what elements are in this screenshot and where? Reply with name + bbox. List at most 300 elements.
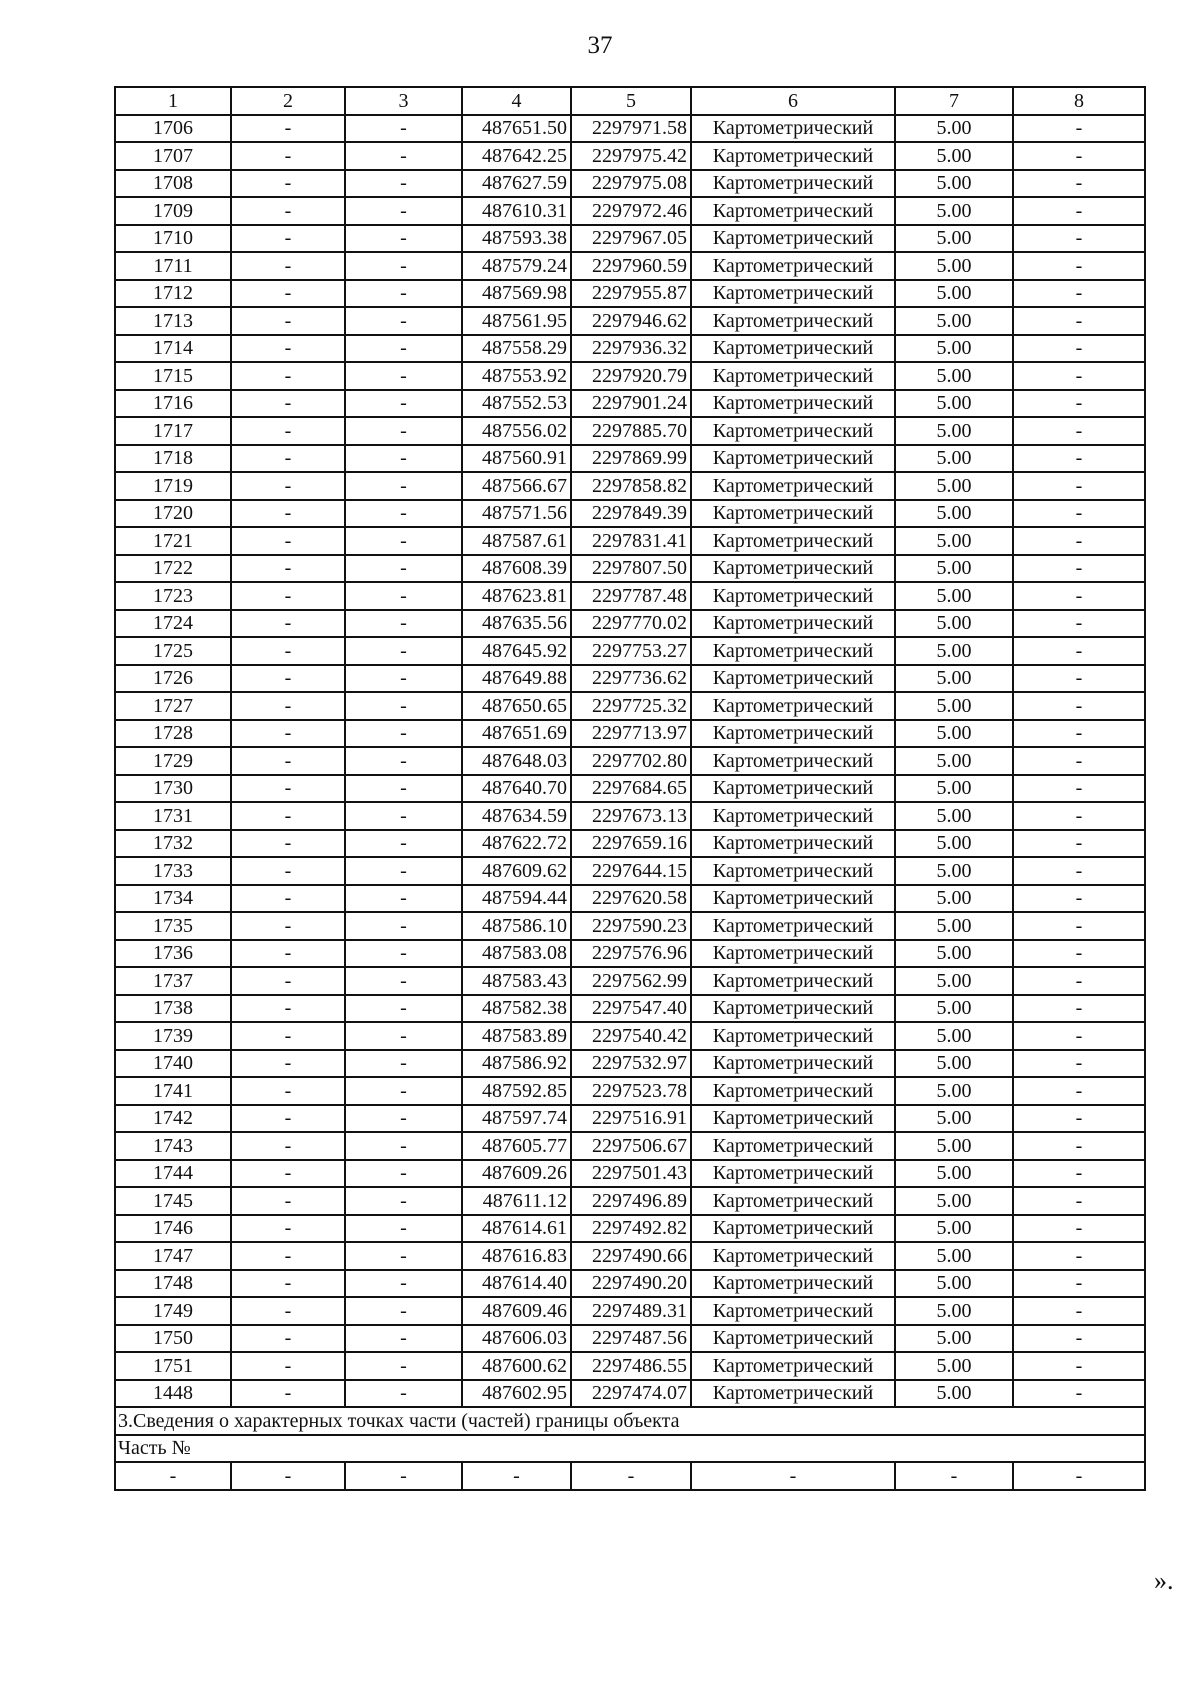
table-cell: 5.00 — [895, 665, 1013, 693]
table-cell: - — [231, 307, 345, 335]
table-cell: 2297807.50 — [571, 555, 691, 583]
table-cell: Картометрический — [691, 335, 895, 363]
table-cell: - — [345, 967, 462, 995]
table-cell: - — [345, 225, 462, 253]
table-cell: 487560.91 — [462, 445, 571, 473]
table-cell: 5.00 — [895, 527, 1013, 555]
table-cell: - — [345, 692, 462, 720]
table-cell: 1710 — [115, 225, 231, 253]
table-cell: 2297506.67 — [571, 1132, 691, 1160]
table-cell: - — [1013, 720, 1145, 748]
table-cell: - — [345, 1297, 462, 1325]
table-cell: - — [1013, 280, 1145, 308]
table-cell: - — [345, 1050, 462, 1078]
table-cell: Картометрический — [691, 912, 895, 940]
table-cell: 487597.74 — [462, 1105, 571, 1133]
part-label-row — [115, 1435, 1145, 1463]
table-row — [115, 1325, 1145, 1353]
table-cell: - — [1013, 1187, 1145, 1215]
table-cell: - — [1013, 115, 1145, 143]
table-cell: 487649.88 — [462, 665, 571, 693]
table-row — [115, 885, 1145, 913]
table-cell: 5.00 — [895, 335, 1013, 363]
coordinates-table-container — [114, 86, 1144, 1491]
table-cell: 5.00 — [895, 555, 1013, 583]
table-cell: Картометрический — [691, 115, 895, 143]
table-cell: - — [231, 335, 345, 363]
column-header: 1 — [115, 87, 231, 115]
table-cell: Картометрический — [691, 692, 895, 720]
table-cell: 5.00 — [895, 252, 1013, 280]
table-cell: Картометрический — [691, 527, 895, 555]
table-cell: 1713 — [115, 307, 231, 335]
table-cell: 1712 — [115, 280, 231, 308]
table-cell: - — [1013, 555, 1145, 583]
table-cell: - — [1013, 417, 1145, 445]
table-cell: - — [1013, 1105, 1145, 1133]
table-cell: - — [345, 775, 462, 803]
table-cell: - — [231, 830, 345, 858]
table-row — [115, 1215, 1145, 1243]
table-cell: - — [1013, 472, 1145, 500]
table-cell: 487566.67 — [462, 472, 571, 500]
table-cell: 487600.62 — [462, 1352, 571, 1380]
table-cell: - — [231, 417, 345, 445]
table-cell: - — [345, 1132, 462, 1160]
table-cell: Картометрический — [691, 582, 895, 610]
table-row — [115, 775, 1145, 803]
table-cell: 1727 — [115, 692, 231, 720]
table-cell: - — [231, 500, 345, 528]
table-cell: - — [1013, 995, 1145, 1023]
table-cell: - — [231, 252, 345, 280]
table-row — [115, 692, 1145, 720]
table-cell: Картометрический — [691, 1242, 895, 1270]
table-row — [115, 1187, 1145, 1215]
table-cell: 5.00 — [895, 307, 1013, 335]
table-cell: - — [345, 1187, 462, 1215]
table-cell: 1711 — [115, 252, 231, 280]
table-row — [115, 1050, 1145, 1078]
table-cell: 5.00 — [895, 1242, 1013, 1270]
table-cell: - — [345, 1077, 462, 1105]
table-cell: - — [345, 747, 462, 775]
table-row — [115, 252, 1145, 280]
table-row — [115, 665, 1145, 693]
column-header: 4 — [462, 87, 571, 115]
table-cell: 487561.95 — [462, 307, 571, 335]
table-cell: 1743 — [115, 1132, 231, 1160]
table-cell: 2297869.99 — [571, 445, 691, 473]
table-row — [115, 115, 1145, 143]
table-cell: 487623.81 — [462, 582, 571, 610]
table-cell: - — [231, 115, 345, 143]
table-cell: 1732 — [115, 830, 231, 858]
table-cell: - — [345, 857, 462, 885]
table-row — [115, 1105, 1145, 1133]
table-row — [115, 802, 1145, 830]
table-cell: - — [345, 940, 462, 968]
table-cell: 2297885.70 — [571, 417, 691, 445]
table-cell: Картометрический — [691, 940, 895, 968]
table-cell: 5.00 — [895, 637, 1013, 665]
table-cell: 487558.29 — [462, 335, 571, 363]
table-row — [115, 1297, 1145, 1325]
table-row — [115, 170, 1145, 198]
table-cell: - — [345, 307, 462, 335]
table-cell: 1726 — [115, 665, 231, 693]
table-row — [115, 1132, 1145, 1160]
table-cell: 5.00 — [895, 1105, 1013, 1133]
table-cell: 2297702.80 — [571, 747, 691, 775]
table-cell: - — [345, 335, 462, 363]
table-cell: 1728 — [115, 720, 231, 748]
table-cell: 487594.44 — [462, 885, 571, 913]
table-cell: - — [231, 637, 345, 665]
table-cell: - — [231, 1022, 345, 1050]
table-cell: - — [231, 280, 345, 308]
table-cell: - — [1013, 637, 1145, 665]
table-cell: Картометрический — [691, 610, 895, 638]
table-cell: 487602.95 — [462, 1380, 571, 1408]
table-cell: 2297901.24 — [571, 390, 691, 418]
table-cell: 1737 — [115, 967, 231, 995]
table-cell: 1750 — [115, 1325, 231, 1353]
table-row — [115, 1242, 1145, 1270]
column-header: 5 — [571, 87, 691, 115]
table-cell: - — [345, 665, 462, 693]
table-cell: 5.00 — [895, 1160, 1013, 1188]
table-cell: 5.00 — [895, 1050, 1013, 1078]
empty-cell: - — [691, 1462, 895, 1490]
table-cell: - — [231, 665, 345, 693]
table-cell: 487645.92 — [462, 637, 571, 665]
table-cell: 5.00 — [895, 1215, 1013, 1243]
table-cell: 1740 — [115, 1050, 231, 1078]
section-title-row — [115, 1407, 1145, 1435]
table-cell: 2297659.16 — [571, 830, 691, 858]
table-cell: 2297967.05 — [571, 225, 691, 253]
table-cell: Картометрический — [691, 307, 895, 335]
table-cell: - — [345, 555, 462, 583]
table-cell: 2297540.42 — [571, 1022, 691, 1050]
table-cell: - — [1013, 1215, 1145, 1243]
table-cell: 2297487.56 — [571, 1325, 691, 1353]
table-cell: 5.00 — [895, 995, 1013, 1023]
table-cell: Картометрический — [691, 142, 895, 170]
table-cell: - — [1013, 857, 1145, 885]
table-cell: 1720 — [115, 500, 231, 528]
table-cell: Картометрический — [691, 555, 895, 583]
table-cell: 487569.98 — [462, 280, 571, 308]
table-cell: 2297975.08 — [571, 170, 691, 198]
table-cell: Картометрический — [691, 775, 895, 803]
table-cell: 1747 — [115, 1242, 231, 1270]
table-cell: - — [231, 1325, 345, 1353]
table-cell: - — [1013, 252, 1145, 280]
table-cell: - — [231, 1242, 345, 1270]
table-cell: 5.00 — [895, 885, 1013, 913]
table-cell: - — [345, 1242, 462, 1270]
table-cell: - — [1013, 1050, 1145, 1078]
table-row — [115, 225, 1145, 253]
table-cell: 5.00 — [895, 1380, 1013, 1408]
table-cell: - — [231, 1050, 345, 1078]
table-cell: - — [231, 1132, 345, 1160]
table-cell: - — [231, 445, 345, 473]
table-cell: 2297516.91 — [571, 1105, 691, 1133]
table-cell: - — [1013, 1297, 1145, 1325]
table-cell: 2297620.58 — [571, 885, 691, 913]
table-cell: Картометрический — [691, 1160, 895, 1188]
table-cell: - — [345, 390, 462, 418]
table-cell: 5.00 — [895, 610, 1013, 638]
table-cell: 2297975.42 — [571, 142, 691, 170]
table-cell: 1739 — [115, 1022, 231, 1050]
table-cell: 487622.72 — [462, 830, 571, 858]
table-cell: 487648.03 — [462, 747, 571, 775]
table-cell: - — [1013, 885, 1145, 913]
table-cell: 2297673.13 — [571, 802, 691, 830]
table-cell: - — [345, 527, 462, 555]
table-cell: 5.00 — [895, 1187, 1013, 1215]
table-cell: 5.00 — [895, 967, 1013, 995]
table-row — [115, 610, 1145, 638]
table-cell: - — [231, 472, 345, 500]
closing-quote-mark: ». — [1154, 1566, 1174, 1595]
table-cell: - — [1013, 665, 1145, 693]
table-cell: 487640.70 — [462, 775, 571, 803]
table-cell: Картометрический — [691, 362, 895, 390]
section-title: 3.Сведения о характерных точках части (частей) границы объекта — [115, 1407, 1145, 1435]
table-cell: - — [1013, 692, 1145, 720]
column-header: 6 — [691, 87, 895, 115]
table-cell: - — [1013, 142, 1145, 170]
table-cell: Картометрический — [691, 1270, 895, 1298]
table-cell: 2297955.87 — [571, 280, 691, 308]
table-row — [115, 830, 1145, 858]
table-cell: - — [1013, 1160, 1145, 1188]
table-cell: 5.00 — [895, 912, 1013, 940]
table-cell: - — [231, 197, 345, 225]
table-cell: 1733 — [115, 857, 231, 885]
table-cell: Картометрический — [691, 995, 895, 1023]
table-cell: 2297474.07 — [571, 1380, 691, 1408]
table-cell: - — [231, 1215, 345, 1243]
table-cell: 5.00 — [895, 1297, 1013, 1325]
table-cell: - — [1013, 940, 1145, 968]
table-cell: 487651.69 — [462, 720, 571, 748]
table-cell: 2297770.02 — [571, 610, 691, 638]
table-cell: 487642.25 — [462, 142, 571, 170]
table-cell: Картометрический — [691, 1077, 895, 1105]
table-cell: - — [231, 1297, 345, 1325]
table-cell: 1708 — [115, 170, 231, 198]
table-cell: Картометрический — [691, 830, 895, 858]
table-row — [115, 142, 1145, 170]
table-cell: 487582.38 — [462, 995, 571, 1023]
table-cell: 5.00 — [895, 1022, 1013, 1050]
table-cell: 2297849.39 — [571, 500, 691, 528]
table-cell: 2297547.40 — [571, 995, 691, 1023]
table-cell: 1706 — [115, 115, 231, 143]
table-cell: 487634.59 — [462, 802, 571, 830]
table-cell: - — [231, 527, 345, 555]
table-cell: - — [1013, 830, 1145, 858]
table-cell: - — [1013, 445, 1145, 473]
table-cell: - — [231, 775, 345, 803]
table-cell: 5.00 — [895, 857, 1013, 885]
table-cell: - — [231, 390, 345, 418]
table-row — [115, 912, 1145, 940]
table-cell: Картометрический — [691, 802, 895, 830]
table-cell: - — [345, 1215, 462, 1243]
table-cell: - — [345, 252, 462, 280]
table-cell: - — [1013, 225, 1145, 253]
table-row — [115, 472, 1145, 500]
table-cell: 1730 — [115, 775, 231, 803]
table-cell: 2297753.27 — [571, 637, 691, 665]
table-cell: 487586.92 — [462, 1050, 571, 1078]
column-header: 7 — [895, 87, 1013, 115]
table-cell: - — [345, 885, 462, 913]
table-cell: - — [231, 802, 345, 830]
table-row — [115, 995, 1145, 1023]
table-cell: - — [345, 830, 462, 858]
empty-cell: - — [1013, 1462, 1145, 1490]
table-cell: 487552.53 — [462, 390, 571, 418]
table-cell: 1719 — [115, 472, 231, 500]
table-cell: 2297490.66 — [571, 1242, 691, 1270]
table-cell: Картометрический — [691, 747, 895, 775]
table-cell: - — [345, 472, 462, 500]
table-cell: 487553.92 — [462, 362, 571, 390]
table-cell: 5.00 — [895, 500, 1013, 528]
table-cell: 487609.62 — [462, 857, 571, 885]
table-row — [115, 280, 1145, 308]
table-cell: 5.00 — [895, 115, 1013, 143]
table-cell: - — [231, 142, 345, 170]
table-cell: 487605.77 — [462, 1132, 571, 1160]
table-cell: 1734 — [115, 885, 231, 913]
table-cell: 5.00 — [895, 720, 1013, 748]
table-row — [115, 197, 1145, 225]
table-cell: 1746 — [115, 1215, 231, 1243]
table-cell: - — [345, 1160, 462, 1188]
table-cell: 1709 — [115, 197, 231, 225]
table-cell: - — [231, 692, 345, 720]
table-cell: - — [1013, 1352, 1145, 1380]
table-cell: 1738 — [115, 995, 231, 1023]
table-cell: - — [345, 802, 462, 830]
table-cell: Картометрический — [691, 967, 895, 995]
table-cell: 2297501.43 — [571, 1160, 691, 1188]
table-cell: - — [1013, 610, 1145, 638]
table-cell: - — [345, 142, 462, 170]
table-cell: 1714 — [115, 335, 231, 363]
table-cell: - — [345, 610, 462, 638]
table-cell: Картометрический — [691, 225, 895, 253]
table-cell: - — [1013, 1325, 1145, 1353]
table-cell: 1729 — [115, 747, 231, 775]
table-cell: 5.00 — [895, 692, 1013, 720]
table-cell: 487627.59 — [462, 170, 571, 198]
table-cell: Картометрический — [691, 1105, 895, 1133]
table-cell: - — [231, 912, 345, 940]
table-row — [115, 1380, 1145, 1408]
table-cell: - — [345, 1105, 462, 1133]
column-header: 3 — [345, 87, 462, 115]
table-cell: 5.00 — [895, 830, 1013, 858]
table-cell: 487616.83 — [462, 1242, 571, 1270]
column-header: 2 — [231, 87, 345, 115]
table-cell: - — [1013, 1380, 1145, 1408]
table-cell: Картометрический — [691, 1325, 895, 1353]
table-cell: 487609.26 — [462, 1160, 571, 1188]
table-row — [115, 1160, 1145, 1188]
table-cell: Картометрический — [691, 1380, 895, 1408]
table-row — [115, 555, 1145, 583]
table-cell: 487571.56 — [462, 500, 571, 528]
table-cell: - — [231, 940, 345, 968]
table-cell: Картометрический — [691, 1215, 895, 1243]
table-row — [115, 445, 1145, 473]
table-cell: - — [231, 1380, 345, 1408]
table-cell: - — [345, 995, 462, 1023]
table-cell: 2297725.32 — [571, 692, 691, 720]
table-cell: 2297713.97 — [571, 720, 691, 748]
table-cell: 5.00 — [895, 1352, 1013, 1380]
table-cell: Картометрический — [691, 252, 895, 280]
table-cell: 5.00 — [895, 1077, 1013, 1105]
table-row — [115, 1077, 1145, 1105]
table-cell: 1741 — [115, 1077, 231, 1105]
table-cell: - — [231, 170, 345, 198]
table-cell: - — [231, 857, 345, 885]
table-row — [115, 390, 1145, 418]
table-cell: 1448 — [115, 1380, 231, 1408]
table-cell: 487614.61 — [462, 1215, 571, 1243]
table-cell: 1749 — [115, 1297, 231, 1325]
table-cell: Картометрический — [691, 885, 895, 913]
table-cell: 487609.46 — [462, 1297, 571, 1325]
table-row — [115, 1022, 1145, 1050]
table-cell: 2297684.65 — [571, 775, 691, 803]
table-cell: 2297496.89 — [571, 1187, 691, 1215]
table-row — [115, 335, 1145, 363]
table-row — [115, 1270, 1145, 1298]
table-cell: - — [1013, 1077, 1145, 1105]
table-cell: 2297576.96 — [571, 940, 691, 968]
table-row — [115, 307, 1145, 335]
table-cell: - — [231, 225, 345, 253]
table-cell: 5.00 — [895, 225, 1013, 253]
table-cell: - — [1013, 1242, 1145, 1270]
table-cell: 2297936.32 — [571, 335, 691, 363]
empty-cell: - — [345, 1462, 462, 1490]
table-row — [115, 417, 1145, 445]
table-cell: 1707 — [115, 142, 231, 170]
table-cell: - — [345, 445, 462, 473]
table-cell: Картометрический — [691, 637, 895, 665]
table-cell: - — [231, 610, 345, 638]
table-cell: Картометрический — [691, 1132, 895, 1160]
table-cell: Картометрический — [691, 857, 895, 885]
table-cell: 1715 — [115, 362, 231, 390]
table-cell: 1744 — [115, 1160, 231, 1188]
table-cell: - — [1013, 362, 1145, 390]
table-cell: 1745 — [115, 1187, 231, 1215]
